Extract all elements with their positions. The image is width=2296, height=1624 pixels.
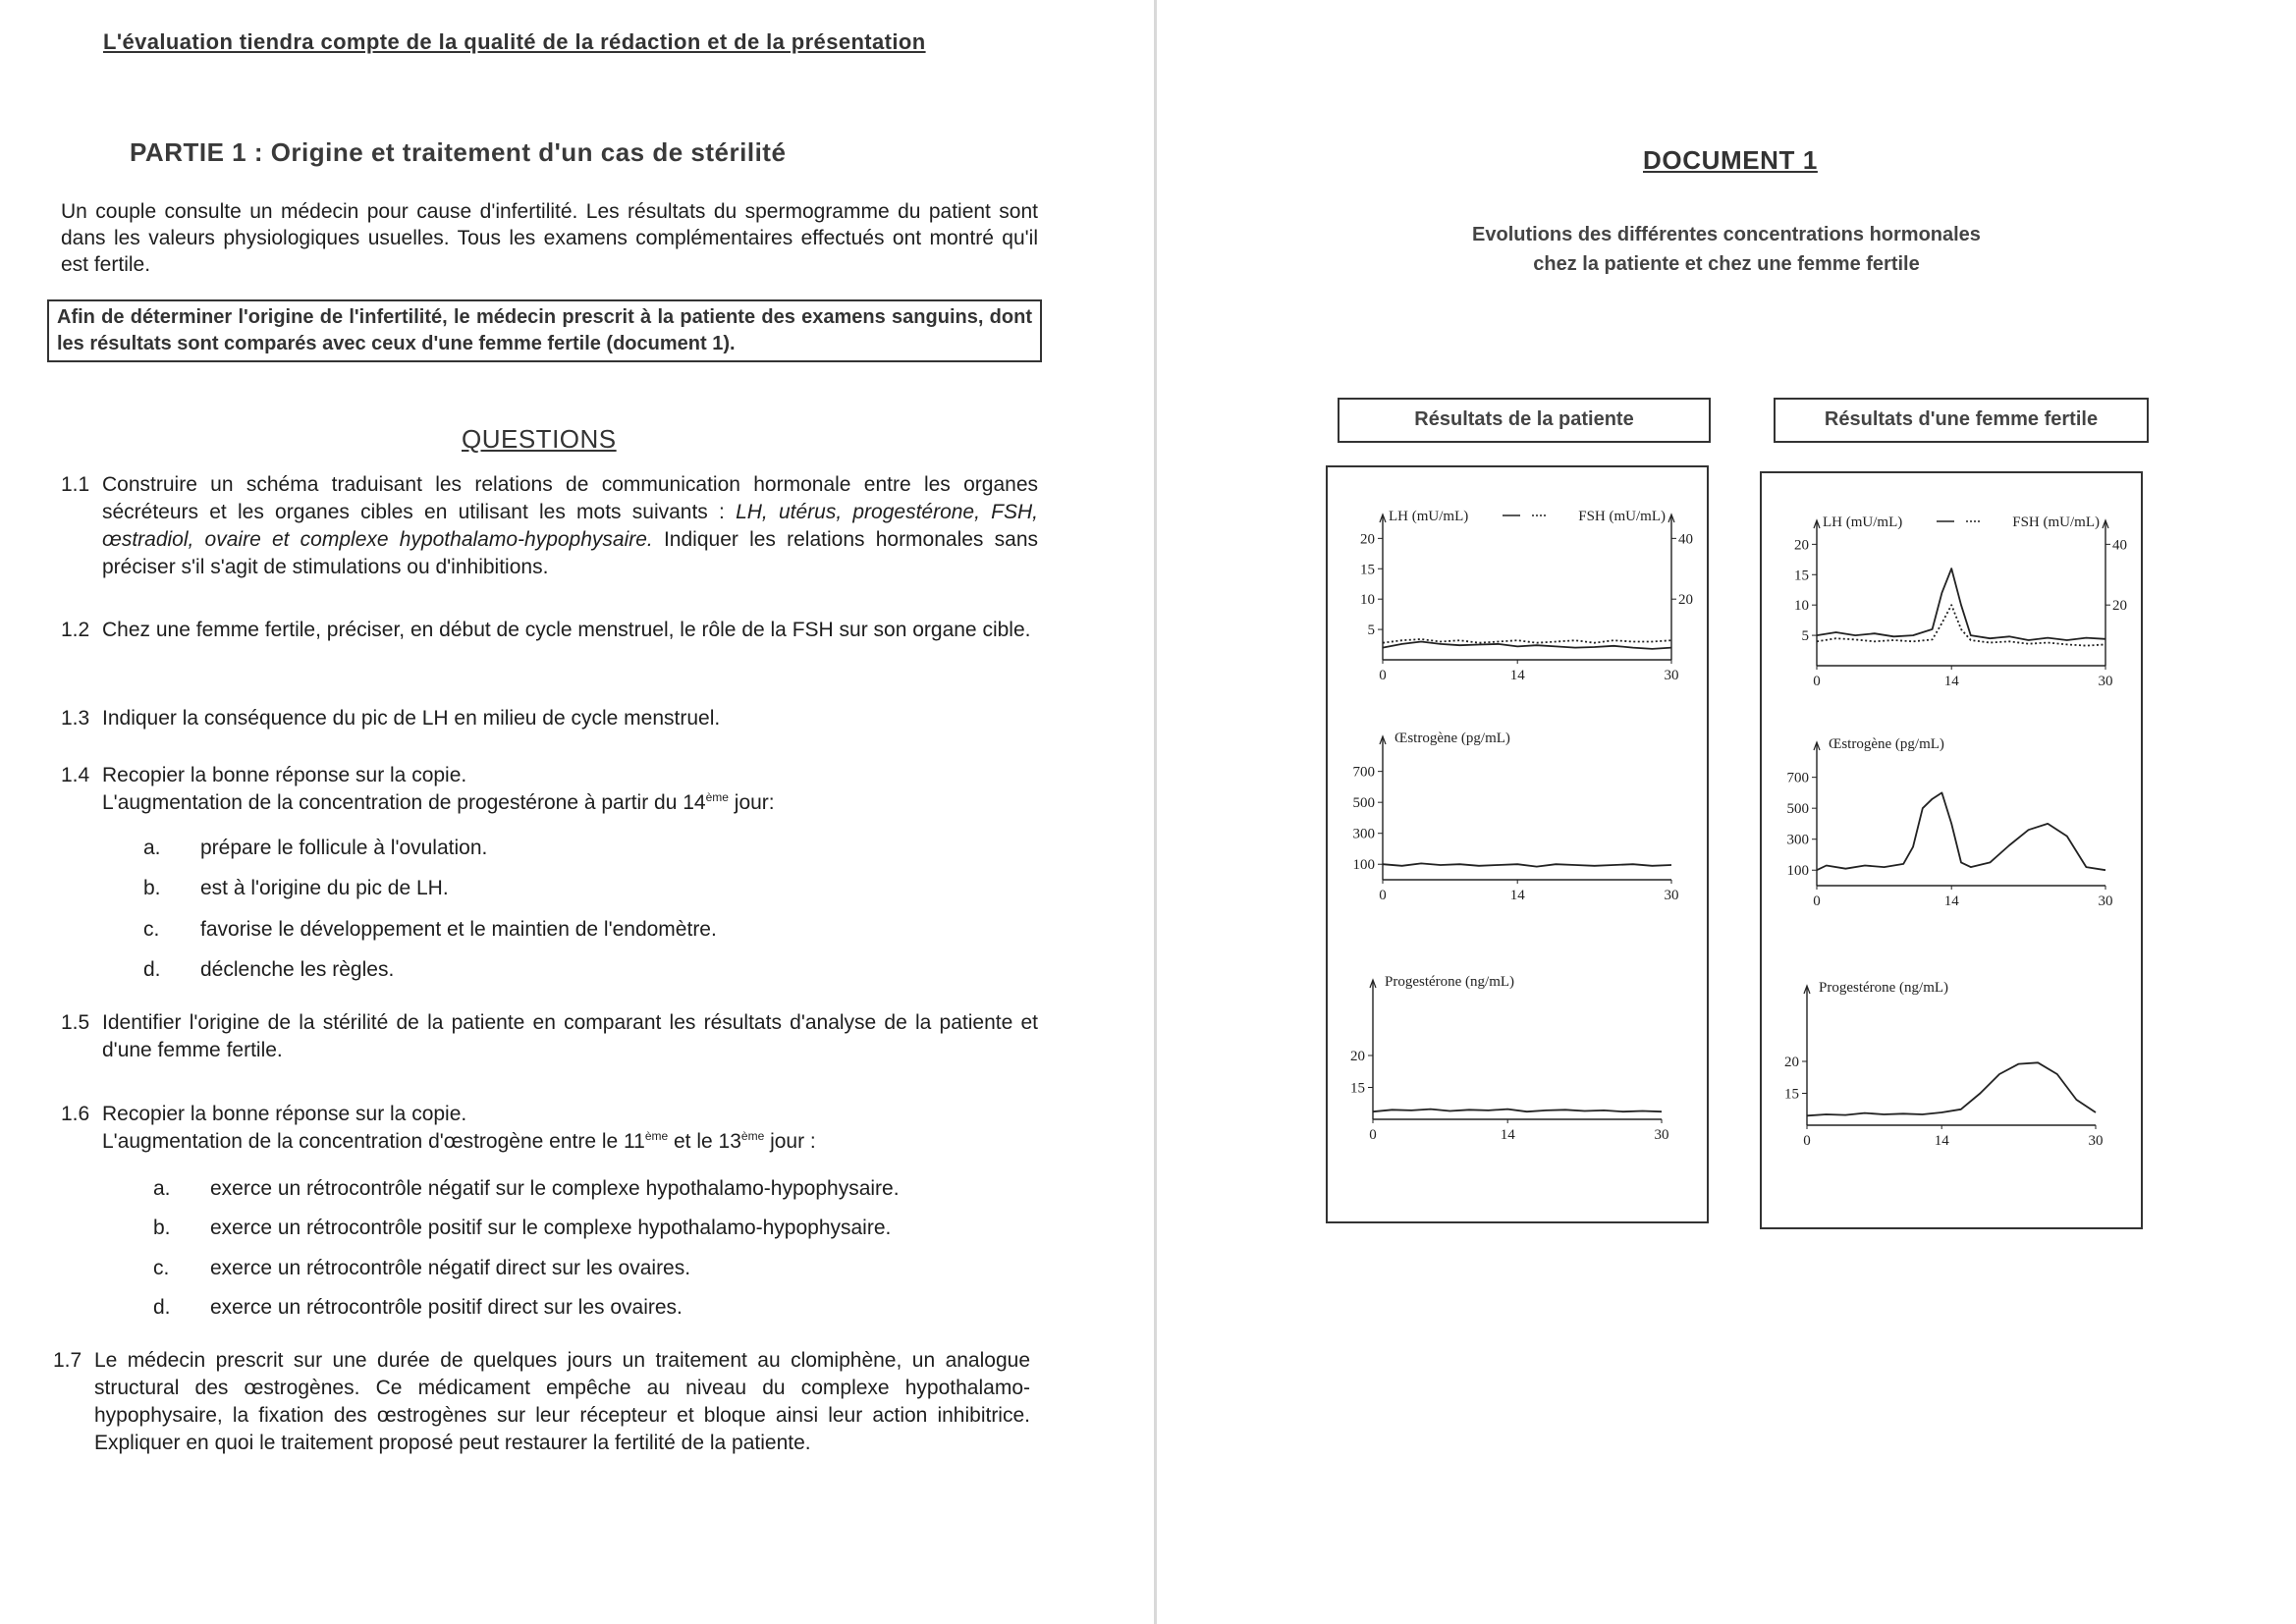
x-tick-label: 14 (1943, 893, 1959, 909)
question-text: Recopier la bonne réponse sur la copie. (102, 1103, 467, 1125)
option-1-4-c (143, 916, 717, 944)
subtitle-line-1: Evolutions des différentes concentrations hormonales (1472, 224, 1981, 245)
question-1-5 (61, 1009, 1038, 1064)
y-axis-label: Œstrogène (pg/mL) (1829, 736, 1944, 752)
right-page (1157, 0, 2296, 1624)
y-tick-label: 10 (1794, 598, 1809, 615)
stem-end: jour : (764, 1130, 816, 1153)
y-right-tick-label: 20 (1678, 592, 1693, 609)
y-right-tick-label: 40 (2112, 537, 2127, 554)
x-tick-label: 0 (1369, 1127, 1377, 1143)
y-right-tick-label: 40 (1678, 531, 1693, 548)
stem-end: jour: (728, 791, 775, 814)
x-tick-label: 0 (1379, 888, 1387, 903)
question-stem (102, 789, 1038, 817)
stem-text: L'augmentation de la concentration d'œstrogène entre le 11 (102, 1130, 645, 1153)
y-tick-label: 500 (1786, 801, 1809, 818)
y-axis-label: Progestérone (ng/mL) (1385, 974, 1515, 990)
x-tick-label: 30 (2098, 674, 2113, 689)
charts-fertile (1762, 473, 2141, 1227)
evaluation-banner: L'évaluation tiendra compte de la qualité de la rédaction et de la présentation (103, 29, 926, 54)
column-heading-patient: Résultats de la patiente (1338, 398, 1711, 443)
y-tick-label: 300 (1786, 832, 1809, 848)
question-1-1 (61, 471, 1038, 581)
document-title: DOCUMENT 1 (1643, 145, 1818, 175)
question-number: 1.6 (61, 1103, 90, 1125)
y-tick-label: 500 (1352, 795, 1375, 812)
y-tick-label: 100 (1786, 863, 1809, 880)
option-letter: b. (153, 1217, 171, 1239)
option-text: favorise le développement et le maintien de l'endomètre. (200, 918, 717, 941)
y-tick-label: 20 (1360, 531, 1375, 548)
option-1-6-b (153, 1215, 891, 1242)
question-text: Construire un schéma traduisant les relations de communication hormonale entre les organes sécréteurs et les organes cibles en utilisant les mots suivants : (102, 473, 1038, 523)
x-tick-label: 30 (2088, 1133, 2104, 1149)
y-tick-label: 300 (1352, 826, 1375, 842)
y-tick-label: 20 (1794, 537, 1809, 554)
question-text: Identifier l'origine de la stérilité de la patiente en comparant les résultats d'analyse de la patiente et d'une femme fertile. (102, 1011, 1038, 1061)
series-line-main (1817, 792, 2105, 870)
question-1-7 (53, 1347, 1030, 1457)
x-tick-label: 14 (1943, 674, 1959, 689)
y-tick-label: 15 (1784, 1086, 1799, 1103)
part-title: PARTIE 1 : Origine et traitement d'un cas de stérilité (130, 137, 787, 167)
question-number: 1.2 (61, 619, 90, 641)
x-tick-label: 0 (1803, 1133, 1811, 1149)
y-tick-label: 15 (1794, 568, 1809, 584)
y-tick-label: 10 (1360, 592, 1375, 609)
y-tick-label: 5 (1801, 628, 1809, 645)
stem-sup: ème (740, 1129, 765, 1143)
question-text: Indiquer la conséquence du pic de LH en milieu de cycle menstruel. (102, 707, 721, 730)
question-1-2 (61, 617, 1038, 644)
y-axis-label: LH (mU/mL) (1389, 509, 1469, 524)
option-letter: b. (143, 877, 161, 899)
x-tick-label: 0 (1379, 668, 1387, 683)
intro-paragraph: Un couple consulte un médecin pour cause d'infertilité. Les résultats du spermogramme du patient sont dans les valeurs physiologiques usuelles. Tous les examens complémentaires effectués ont montré qu'il est fertile. (61, 200, 1038, 276)
question-text: Chez une femme fertile, préciser, en début de cycle menstruel, le rôle de la FSH sur son organe cible. (102, 619, 1031, 641)
question-text-end: Indiquer les relations hormonales sans préciser s'il s'agit de stimulations ou d'inhibitions. (102, 528, 1038, 578)
x-tick-label: 30 (1664, 888, 1679, 903)
y-tick-label: 15 (1350, 1080, 1365, 1097)
option-text: prépare le follicule à l'ovulation. (200, 837, 488, 859)
y-tick-label: 5 (1367, 623, 1375, 639)
x-tick-label: 0 (1813, 893, 1821, 909)
y-right-axis-label: FSH (mU/mL) (1578, 509, 1666, 524)
option-letter: a. (143, 837, 161, 859)
option-1-6-c (153, 1255, 690, 1282)
question-number: 1.7 (53, 1349, 82, 1372)
question-number: 1.4 (61, 764, 90, 786)
stem-sup: ème (644, 1129, 669, 1143)
x-tick-label: 30 (1664, 668, 1679, 683)
y-right-tick-label: 20 (2112, 598, 2127, 615)
y-tick-label: 100 (1352, 857, 1375, 874)
option-letter: c. (153, 1257, 170, 1279)
x-tick-label: 14 (1500, 1127, 1515, 1143)
option-1-6-a (153, 1175, 900, 1203)
y-axis-label: Progestérone (ng/mL) (1819, 980, 1949, 996)
y-tick-label: 700 (1352, 764, 1375, 781)
option-text: exerce un rétrocontrôle négatif sur le complexe hypothalamo-hypophysaire. (210, 1177, 900, 1200)
x-tick-label: 30 (1654, 1127, 1669, 1143)
option-letter: d. (153, 1296, 171, 1319)
question-1-3 (61, 705, 1038, 732)
option-text: est à l'origine du pic de LH. (200, 877, 449, 899)
question-text: Le médecin prescrit sur une durée de quelques jours un traitement au clomiphène, un analogue structural des œstrogènes. Ce médicament empêche au niveau du complexe hypothalamo-hypophysaire, la fixation des œstrogènes sur leur récepteur et bloque ainsi leur action inhibitrice. Expliquer en quoi le traitement proposé peut restaurer la fertilité de la patiente. (94, 1349, 1030, 1454)
y-tick-label: 700 (1786, 770, 1809, 786)
option-text: déclenche les règles. (200, 958, 395, 981)
option-letter: c. (143, 918, 160, 941)
x-tick-label: 30 (2098, 893, 2113, 909)
stem-text: L'augmentation de la concentration de progestérone à partir du 14 (102, 791, 706, 814)
panel-fertile (1760, 471, 2143, 1229)
question-number: 1.3 (61, 707, 90, 730)
option-letter: a. (153, 1177, 171, 1200)
option-text: exerce un rétrocontrôle négatif direct sur les ovaires. (210, 1257, 691, 1279)
question-1-4 (61, 762, 1038, 817)
subtitle-line-2: chez la patiente et chez une femme fertile (1533, 253, 1920, 275)
question-number: 1.1 (61, 473, 90, 496)
series-line-main (1383, 642, 1671, 649)
option-letter: d. (143, 958, 161, 981)
y-axis-label: LH (mU/mL) (1823, 514, 1903, 530)
x-tick-label: 14 (1509, 888, 1525, 903)
series-line-main (1807, 1062, 2096, 1115)
x-tick-label: 14 (1509, 668, 1525, 683)
y-tick-label: 20 (1350, 1049, 1365, 1064)
x-tick-label: 0 (1813, 674, 1821, 689)
panel-patient (1326, 465, 1709, 1223)
series-line-main (1373, 1110, 1662, 1112)
y-tick-label: 20 (1784, 1055, 1799, 1070)
question-keywords: LH, utérus, progestérone, FSH, œstradiol, ovaire et complexe hypothalamo-hypophysaire. (102, 501, 1038, 551)
y-tick-label: 15 (1360, 562, 1375, 578)
x-tick-label: 14 (1934, 1133, 1949, 1149)
option-text: exerce un rétrocontrôle positif sur le complexe hypothalamo-hypophysaire. (210, 1217, 892, 1239)
series-line-main (1383, 863, 1671, 866)
stem-sup: ème (705, 790, 729, 804)
y-right-axis-label: FSH (mU/mL) (2012, 514, 2100, 530)
document-subtitle (1412, 220, 2041, 279)
question-1-6 (61, 1101, 1038, 1156)
charts-patient (1328, 467, 1707, 1221)
option-text: exerce un rétrocontrôle positif direct sur les ovaires. (210, 1296, 683, 1319)
column-heading-fertile: Résultats d'une femme fertile (1774, 398, 2149, 443)
option-1-4-a (143, 835, 487, 862)
question-text: Recopier la bonne réponse sur la copie. (102, 764, 467, 786)
questions-heading: QUESTIONS (462, 424, 617, 454)
option-1-6-d (153, 1294, 683, 1322)
stem-mid: et le 13 (668, 1130, 741, 1153)
boxed-instructions: Afin de déterminer l'origine de l'infertilité, le médecin prescrit à la patiente des examens sanguins, dont les résultats sont comparés avec ceux d'une femme fertile (document 1). (47, 299, 1042, 362)
option-1-4-b (143, 875, 449, 902)
y-axis-label: Œstrogène (pg/mL) (1394, 731, 1510, 746)
option-1-4-d (143, 956, 394, 984)
question-stem (102, 1128, 1038, 1156)
question-number: 1.5 (61, 1011, 90, 1034)
